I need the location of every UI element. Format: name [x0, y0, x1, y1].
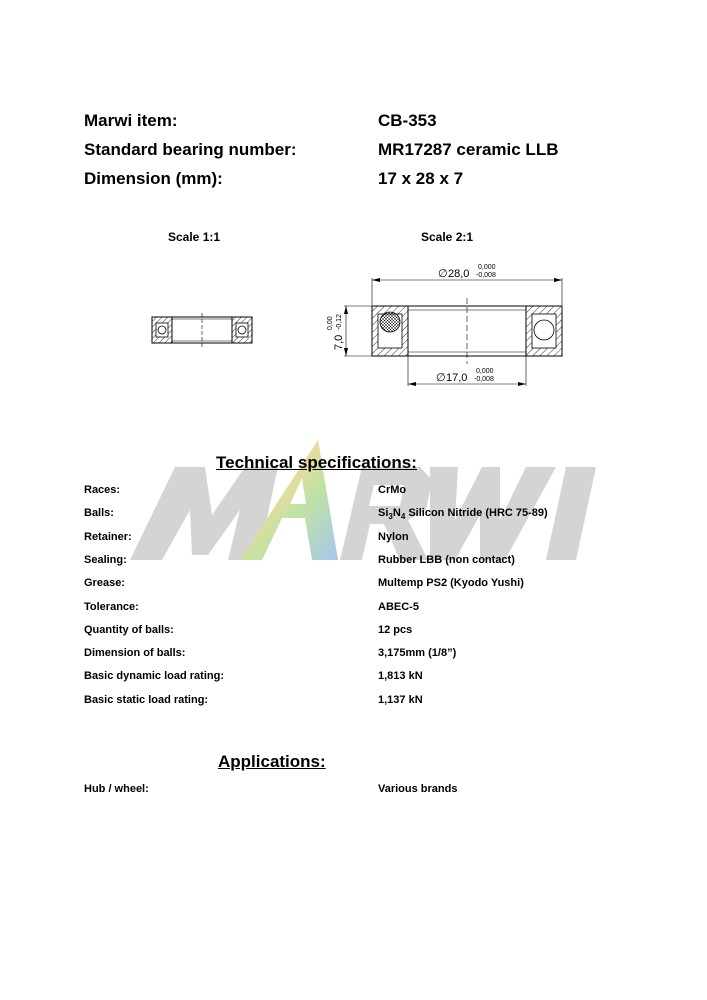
dimension-value: 17 x 28 x 7	[378, 169, 464, 188]
inner-diameter-value: 17,0	[446, 372, 468, 384]
item-value: CB-353	[378, 111, 437, 130]
spec-label: Balls:	[84, 507, 114, 520]
spec-label: Quantity of balls:	[84, 623, 174, 636]
scale-2-label: Scale 2:1	[421, 230, 474, 244]
spec-value: 12 pcs	[378, 623, 413, 636]
spec-value: 1,813 kN	[378, 670, 423, 683]
applications-heading: Applications:	[218, 752, 326, 771]
scale-1-label: Scale 1:1	[168, 230, 221, 244]
spec-row	[84, 670, 644, 688]
width-tol-lower: -0,12	[336, 314, 343, 330]
spec-value: CrMo	[378, 484, 407, 496]
inner-diameter-symbol: ∅	[436, 372, 446, 384]
technical-specifications-heading: Technical specifications:	[216, 453, 417, 472]
inner-diameter-tol-lower: -0,008	[474, 376, 494, 383]
spec-value: $Si_3N_4$ Silicon Nitride (HRC 75-89)	[378, 507, 548, 522]
spec-row	[84, 507, 644, 525]
spec-row	[84, 484, 644, 502]
spec-label: Basic dynamic load rating:	[84, 670, 224, 683]
spec-label: Dimension of balls:	[84, 647, 186, 660]
spec-value: Multemp PS2 (Kyodo Yushi)	[378, 577, 524, 590]
application-label: Hub / wheel:	[84, 783, 149, 795]
bearing-number-value: MR17287 ceramic LLB	[378, 140, 559, 159]
spec-row	[84, 601, 644, 619]
outer-diameter-symbol: ∅	[438, 268, 448, 280]
item-label: Marwi item:	[84, 111, 178, 130]
bearing-number-label: Standard bearing number:	[84, 140, 297, 159]
spec-value: Nylon	[378, 530, 409, 543]
spec-row	[84, 694, 644, 712]
spec-label: Basic static load rating:	[84, 693, 209, 706]
width-tol-upper: 0,00	[327, 316, 334, 330]
inner-diameter-tol-upper: 0,000	[476, 368, 494, 375]
spec-label: Races:	[84, 484, 121, 496]
spec-value: 1,137 kN	[378, 693, 423, 706]
bearing-drawing-scale-2-1	[320, 250, 580, 400]
width-value: 7,0	[333, 334, 345, 350]
outer-diameter-value: 28,0	[448, 268, 470, 280]
outer-diameter-tol-upper: 0,000	[478, 264, 496, 271]
spec-label: Retainer:	[84, 530, 132, 543]
spec-value: Rubber LBB (non contact)	[378, 553, 515, 566]
spec-row	[84, 531, 644, 549]
bearing-drawing-scale-1-1	[140, 305, 270, 355]
spec-row	[84, 577, 644, 595]
dimension-label: Dimension (mm):	[84, 169, 223, 188]
outer-diameter-tol-lower: -0,008	[476, 272, 496, 279]
spec-row	[84, 624, 644, 642]
spec-row	[84, 647, 644, 665]
application-value: Various brands	[378, 783, 458, 795]
application-row	[84, 783, 644, 801]
spec-value: 3,175mm (1/8”)	[378, 647, 457, 660]
spec-label: Grease:	[84, 577, 125, 590]
spec-label: Tolerance:	[84, 600, 139, 613]
spec-value: ABEC-5	[378, 600, 419, 613]
spec-row	[84, 554, 644, 572]
spec-label: Sealing:	[84, 553, 127, 566]
